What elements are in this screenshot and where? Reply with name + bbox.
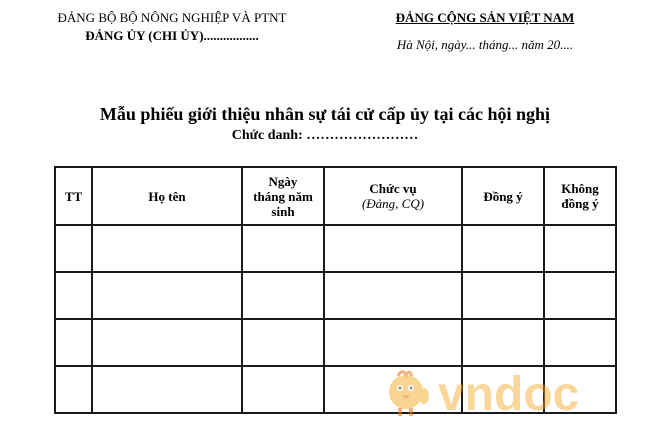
party-name: ĐẢNG CỘNG SẢN VIỆT NAM (395, 10, 575, 25)
position-line: Chức danh: …………………… (231, 128, 419, 143)
cell-ho-ten[interactable] (92, 272, 242, 319)
cell-ngay-sinh[interactable] (242, 225, 324, 272)
col-header-chuc-vu (324, 167, 462, 225)
vndoc-wordmark: vndoc (438, 368, 580, 421)
col-header-khong-dong-y-line2: đồng ý (561, 196, 599, 211)
table-row (55, 272, 616, 319)
col-header-ngay-sinh-line2: tháng năm (253, 188, 313, 204)
cell-ho-ten[interactable] (92, 366, 242, 413)
vndoc-watermark (380, 362, 610, 422)
cell-ngay-sinh[interactable] (242, 319, 324, 366)
header-right (350, 9, 620, 54)
vndoc-logo (380, 362, 610, 422)
col-header-chuc-vu-label: Chức vụ (369, 181, 417, 196)
table-row (55, 225, 616, 272)
cell-tt[interactable] (55, 319, 92, 366)
col-header-khong-dong-y-line1: Không (561, 181, 599, 196)
cell-dong-y[interactable] (462, 272, 544, 319)
cell-tt[interactable] (55, 225, 92, 272)
cell-khong-dong-y[interactable] (544, 225, 616, 272)
col-header-ngay-sinh (242, 167, 324, 225)
table-header-row (55, 167, 616, 225)
col-header-ho-ten: Họ tên (92, 167, 242, 225)
place-date-line: Hà Nội, ngày... tháng... năm 20.... (396, 37, 574, 52)
col-header-ngay-sinh-line3: sinh (271, 203, 295, 219)
col-header-khong-dong-y (544, 167, 616, 225)
header-left (22, 9, 322, 45)
cell-khong-dong-y[interactable] (544, 272, 616, 319)
cell-chuc-vu[interactable] (324, 319, 462, 366)
cell-ngay-sinh[interactable] (242, 366, 324, 413)
cell-khong-dong-y[interactable] (544, 319, 616, 366)
cell-dong-y[interactable] (462, 225, 544, 272)
cell-chuc-vu[interactable] (324, 225, 462, 272)
col-header-ngay-sinh-line1: Ngày (268, 173, 298, 189)
col-header-tt: TT (55, 167, 92, 225)
cell-ho-ten[interactable] (92, 225, 242, 272)
table-row (55, 319, 616, 366)
form-title: Mẫu phiếu giới thiệu nhân sự tái cử cấp ủy tại các hội nghị (99, 104, 551, 124)
cell-tt[interactable] (55, 272, 92, 319)
org-name: ĐẢNG BỘ BỘ NÔNG NGHIỆP VÀ PTNT (57, 10, 287, 25)
col-header-dong-y: Đồng ý (462, 167, 544, 225)
chick-mascot-icon (389, 372, 429, 416)
cell-ho-ten[interactable] (92, 319, 242, 366)
committee-name: ĐẢNG ỦY (CHI ỦY)................. (85, 28, 259, 43)
cell-chuc-vu[interactable] (324, 272, 462, 319)
col-header-chuc-vu-sub: (Đảng, CQ) (361, 196, 425, 211)
cell-dong-y[interactable] (462, 319, 544, 366)
cell-tt[interactable] (55, 366, 92, 413)
cell-ngay-sinh[interactable] (242, 272, 324, 319)
